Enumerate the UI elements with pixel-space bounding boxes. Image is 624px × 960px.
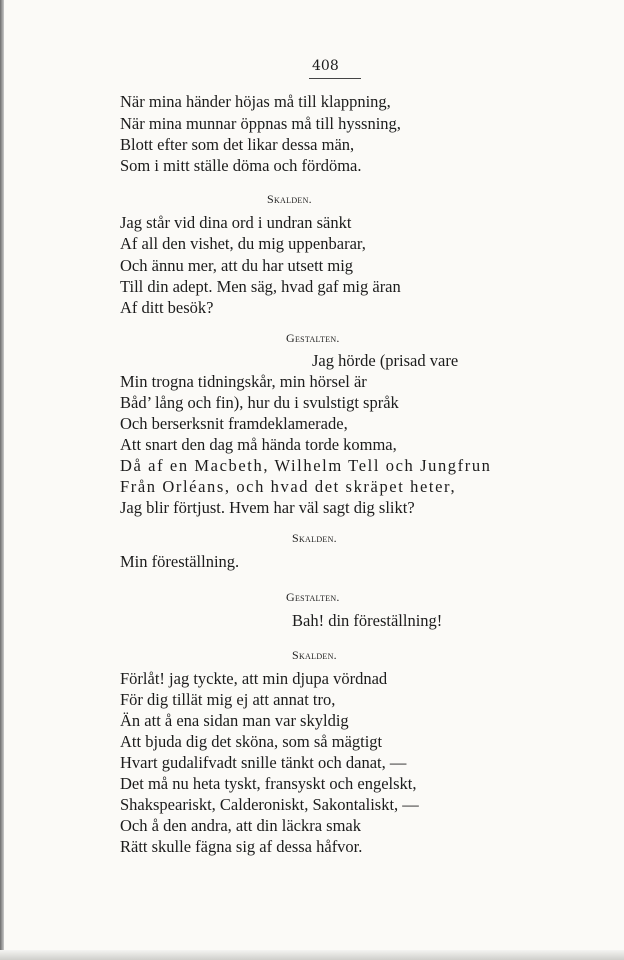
- verse-line: Från Orléans, och hvad det skräpet heter,: [120, 477, 457, 496]
- verse-line: Rätt skulle fägna sig af dessa håfvor.: [120, 837, 363, 856]
- verse-line: Då af en Macbeth, Wilhelm Tell och Jungfrun: [120, 456, 492, 475]
- verse-line: Till din adept. Men säg, hvad gaf mig äran: [120, 277, 401, 296]
- speaker-heading: Skalden.: [292, 648, 337, 662]
- verse-line: Jag står vid dina ord i undran sänkt: [120, 213, 352, 232]
- verse-line: Jag blir förtjust. Hvem har väl sagt dig slikt?: [120, 498, 415, 517]
- verse-line: Shakspeariskt, Calderoniskt, Sakontaliskt, —: [120, 795, 419, 814]
- verse-line: Och å den andra, att din läckra smak: [120, 816, 361, 835]
- verse-line: Det må nu heta tyskt, fransyskt och engelskt,: [120, 774, 417, 793]
- verse-line: Båd’ lång och fin), hur du i svulstigt språk: [120, 393, 399, 412]
- page-left-edge: [0, 0, 4, 960]
- page-bottom-edge: [0, 950, 624, 960]
- verse-line: Att snart den dag må hända torde komma,: [120, 435, 397, 454]
- verse-line: För dig tillät mig ej att annat tro,: [120, 690, 336, 709]
- verse-line: Min föreställning.: [120, 552, 240, 571]
- page-number: 408: [312, 58, 339, 74]
- verse-line: När mina munnar öppnas må till hyssning,: [120, 114, 401, 133]
- page-number-rule: [309, 78, 361, 79]
- speaker-heading: Skalden.: [292, 531, 337, 545]
- speaker-heading: Skalden.: [267, 192, 312, 206]
- verse-line: Som i mitt ställe döma och fördöma.: [120, 156, 362, 175]
- verse-line: Jag hörde (prisad vare: [312, 351, 459, 370]
- verse-line: Och ännu mer, att du har utsett mig: [120, 256, 354, 275]
- verse-line: Och berserksnit framdeklamerade,: [120, 414, 348, 433]
- verse-line: Af ditt besök?: [120, 298, 214, 317]
- verse-line: Att bjuda dig det sköna, som så mägtigt: [120, 732, 383, 751]
- verse-line: Förlåt! jag tyckte, att min djupa vördnad: [120, 669, 388, 688]
- verse-line: Än att å ena sidan man var skyldig: [120, 711, 349, 730]
- verse-line: Hvart gudalifvadt snille tänkt och danat, —: [120, 753, 407, 772]
- verse-line: Min trogna tidningskår, min hörsel är: [120, 372, 367, 391]
- speaker-heading: Gestalten.: [286, 590, 340, 604]
- verse-line: Af all den vishet, du mig uppenbarar,: [120, 234, 366, 253]
- verse-line: När mina händer höjas må till klappning,: [120, 92, 391, 111]
- speaker-heading: Gestalten.: [286, 331, 340, 345]
- verse-line: Blott efter som det likar dessa män,: [120, 135, 355, 154]
- verse-line: Bah! din föreställning!: [292, 611, 443, 630]
